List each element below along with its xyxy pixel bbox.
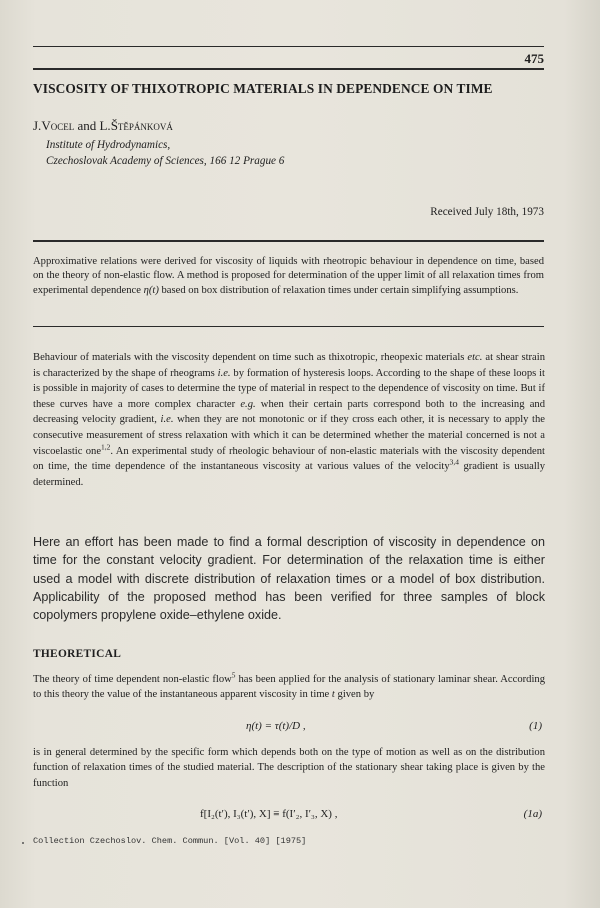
top-rule-thin	[33, 46, 544, 47]
abstract-top-rule	[33, 240, 544, 242]
author-1-initial: J.	[33, 118, 42, 133]
abstract-text-1: Approximative relations were derived for viscosity of liquids with rheotropic behaviour in dependence on time, based on the theory of non-elastic flow. A method is proposed for determination of the upper limit of all relaxation times from experimental dependence	[33, 256, 544, 296]
time-symbol: t	[331, 689, 335, 701]
section-heading: THEORETICAL	[33, 648, 122, 660]
intro-italic: i.e.	[160, 414, 174, 426]
equation-1-number: (1)	[529, 720, 542, 732]
intro-text: gradient is usually determined.	[33, 461, 545, 488]
affiliation-line-1: Institute of Hydrodynamics,	[46, 139, 171, 151]
intro-text: . An experimental study of rheologic behaviour of non-elastic materials with the viscosity dependent on time, the time dependence of the instantaneous viscosity at various values of the velocity	[33, 445, 545, 473]
top-rule-thick	[33, 68, 544, 70]
author-1-surname: Vocel	[41, 118, 75, 133]
journal-citation: Collection Czechoslov. Chem. Commun. [Vol. 40] [1975]	[33, 836, 307, 846]
authors	[33, 118, 173, 134]
intro-paragraph	[33, 350, 545, 490]
intro-italic: etc.	[467, 352, 483, 363]
intro-paragraph-2: Here an effort has been made to find a formal description of viscosity in dependence on time for the constant velocity gradient. For determination of the relaxation time is either used a model with discrete distribution of relaxation times or a model of box distribution. Applicability of the proposed method has been verified for three samples of block copolymers propylene oxide–ethylene oxide.	[33, 535, 545, 623]
theory-text: has been applied for the analysis of stationary laminar shear. According to this theory the value of the instantaneous apparent viscosity in time	[33, 674, 545, 701]
reference-superscript: 1,2	[101, 442, 111, 452]
abstract-bottom-rule	[33, 326, 544, 327]
equation-1: η(t) = τ(t)/D ,	[246, 720, 306, 732]
intro-italic: i.e.	[217, 367, 231, 379]
theory-paragraph-2: is in general determined by the specific form which depends both on the type of motion as well as on the distribution function of relaxation times of the studied material. The description of the stationary shear taking place is given by the function	[33, 747, 545, 789]
abstract	[33, 255, 544, 298]
page-number: 475	[524, 51, 544, 66]
intro-text: when their certain parts correspond both to the increasing and decreasing velocity gradient,	[33, 398, 545, 426]
equation-2-number: (1a)	[523, 808, 542, 820]
intro-text: when they are not monotonic or if they cross each other, it is necessary to apply the consecutive measurement of stress relaxation with which it can be determined whether the material concerned is not a viscoelastic one	[33, 414, 545, 457]
intro-text: Behaviour of materials with the viscosity dependent on time such as thixotropic, rheopexic materials	[33, 352, 468, 363]
reference-superscript: 3,4	[449, 457, 459, 467]
author-2-initial: L.	[99, 118, 111, 133]
theory-paragraph	[33, 672, 545, 703]
abstract-text-2: based on box distribution of relaxation times under certain simplifying assumptions.	[158, 284, 519, 296]
intro-text: at shear strain is characterized by the shape of rheograms	[33, 352, 545, 379]
theory-text: given by	[334, 689, 375, 701]
reference-superscript: 5	[231, 670, 236, 680]
theory-text: The theory of time dependent non-elastic flow	[33, 674, 232, 685]
intro-text: by formation of hysteresis loops. According to the shape of these loops it is possible in majority of cases to determine the type of material in respect to the dependence of viscosity on time. But if these curves have a more complex character	[33, 367, 546, 410]
intro-italic: e.g.	[240, 398, 256, 410]
equation-2: f[I₂(t′), I₃(t′), X] ≡ f(I′₂, I′₃, X) ,	[200, 808, 338, 820]
received-date: Received July 18th, 1973	[430, 206, 544, 218]
authors-and: and	[77, 118, 97, 133]
author-2-surname: Štěpánková	[110, 118, 173, 133]
margin-speck	[22, 842, 24, 844]
article-title: VISCOSITY OF THIXOTROPIC MATERIALS IN DEPENDENCE ON TIME	[33, 81, 493, 96]
affiliation-line-2: Czechoslovak Academy of Sciences, 166 12 Prague 6	[46, 155, 285, 167]
abstract-symbol: η(t)	[143, 284, 159, 296]
